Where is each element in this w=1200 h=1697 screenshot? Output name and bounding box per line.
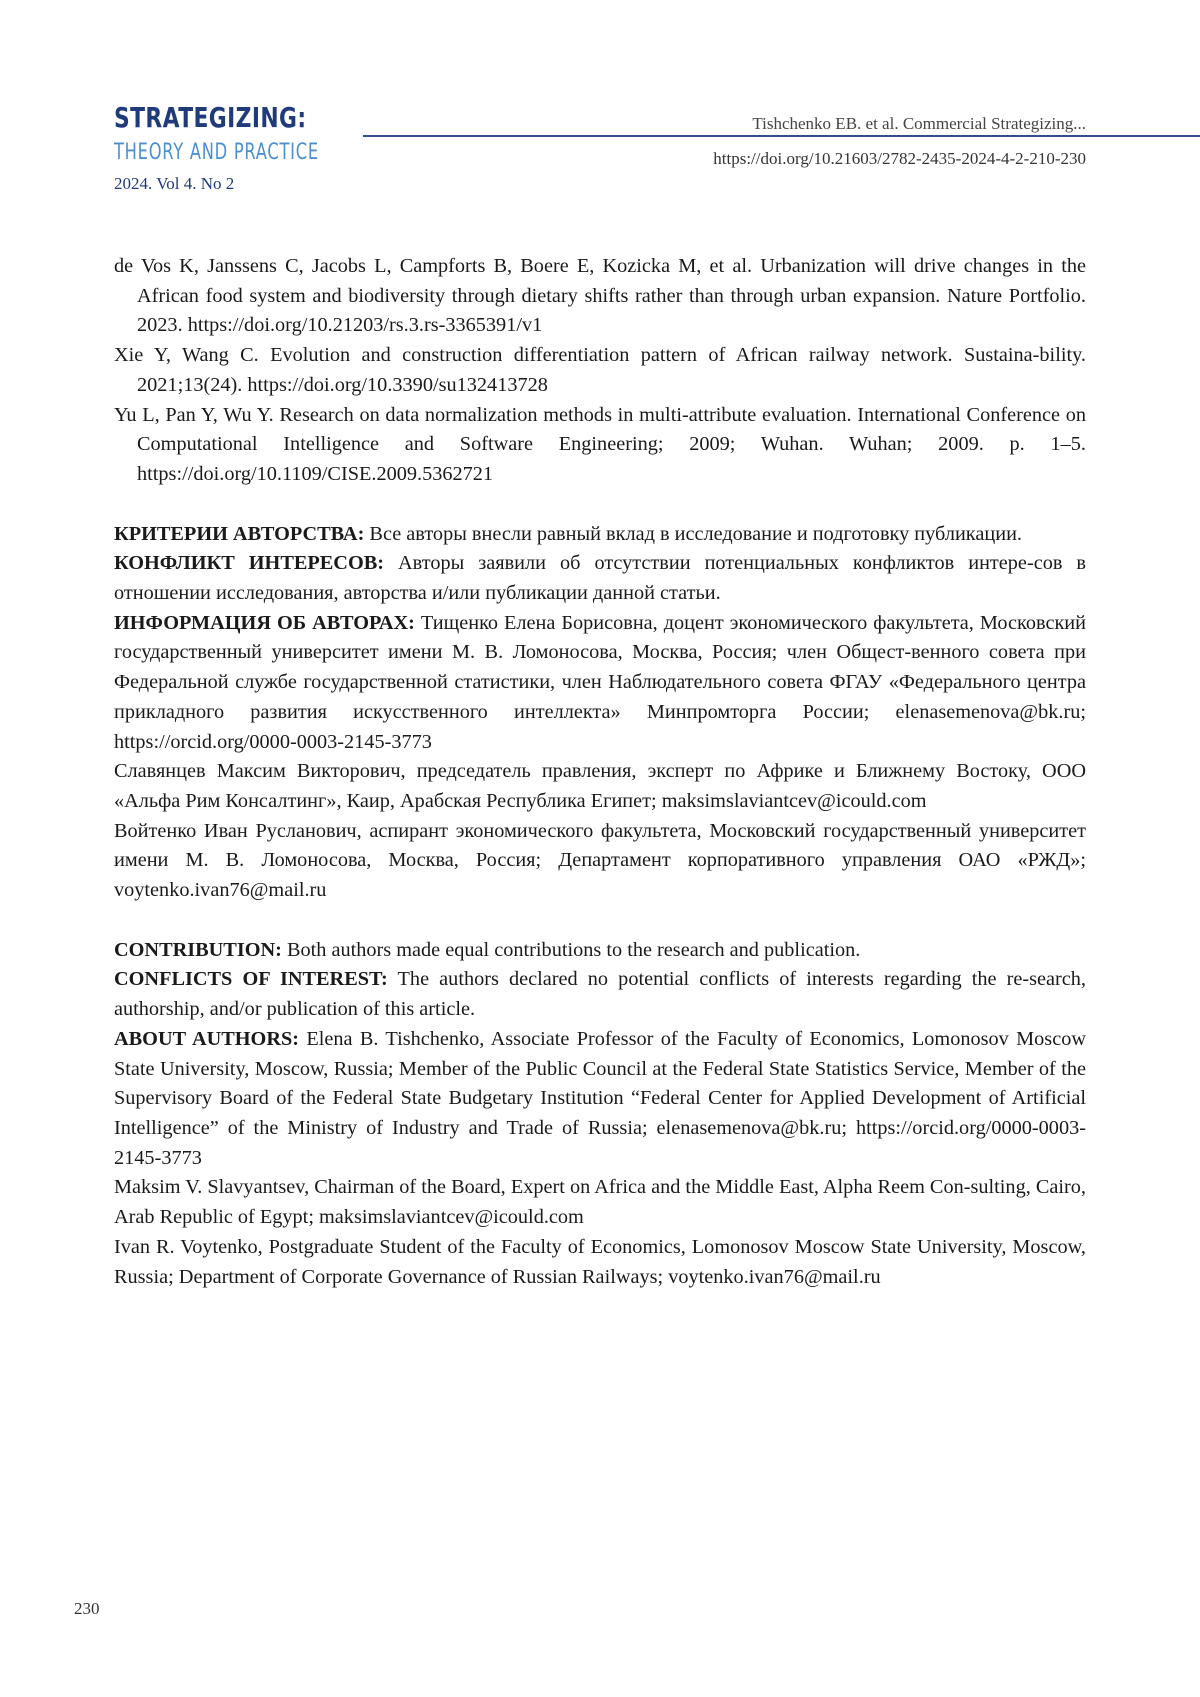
reference-item: Yu L, Pan Y, Wu Y. Research on data normalization methods in multi-attribute evaluation. International Conference on Computational Intelligence and Software Engineering; 2009; Wuhan. Wuhan; 2009. p. 1–5. https://doi.org/10.1109/CISE.2009.5362721 <box>114 403 1086 485</box>
en-author-3: Ivan R. Voytenko, Postgraduate Student of the Faculty of Economics, Lomonosov Moscow State University, Moscow, Russia; Department of Corporate Governance of Russian Railways; voytenko.ivan76@mail.ru <box>114 1235 1086 1288</box>
ru-contribution-label: КРИТЕРИИ АВТОРСТВА: <box>114 522 365 545</box>
running-title: Tishchenko EB. et al. Commercial Strategizing... <box>752 114 1086 133</box>
ru-authors <box>114 609 1086 758</box>
section-gap <box>114 906 1086 936</box>
ru-author-3: Войтенко Иван Русланович, аспирант экономического факультета, Московский государственный университет имени М. В. Ломоносова, Москва, Россия; Департамент корпоративного управления ОАО «РЖД»; voytenko.ivan76@mail.ru <box>114 819 1086 902</box>
ru-authors-label: ИНФОРМАЦИЯ ОБ АВТОРАХ: <box>114 611 415 634</box>
journal-title: STRATEGIZING: <box>114 101 307 134</box>
en-contribution-text: Both authors made equal contributions to the research and publication. <box>281 938 861 961</box>
journal-logo <box>114 100 391 194</box>
page-content <box>114 252 1086 1292</box>
en-authors <box>114 1025 1086 1174</box>
header-doi: https://doi.org/10.21603/2782-2435-2024-4-2-210-230 <box>713 149 1086 168</box>
issue-info: 2024. Vol 4. No 2 <box>114 174 235 193</box>
en-author-1: Elena B. Tishchenko, Associate Professor of the Faculty of Economics, Lomonosov Moscow State University, Moscow, Russia; Member of the Public Council at the Federal State Statistics Service, Member of the Supervisory Board of the Federal State Budgetary Institution “Federal Center for Applied Development of Artificial Intelligence” of the Ministry of Industry and Trade of Russia; elenasemenova@bk.ru; https://orcid.org/0000-0003-2145-3773 <box>114 1027 1086 1169</box>
section-gap <box>114 490 1086 520</box>
header-divider <box>363 135 1200 137</box>
en-conflicts-text: The authors declared no potential conflicts of interests regarding the re-search, authorship, and/or publication of this article. <box>114 968 1086 1021</box>
en-conflicts-label: CONFLICTS OF INTEREST: <box>114 968 388 991</box>
ru-contribution-text: Все авторы внесли равный вклад в исследование и подготовку публикации. <box>364 522 1022 545</box>
en-author-2: Maksim V. Slavyantsev, Chairman of the Board, Expert on Africa and the Middle East, Alpha Reem Con-sulting, Cairo, Arab Republic of Egypt; maksimslaviantcev@icould.com <box>114 1176 1086 1229</box>
ru-author-1: Тищенко Елена Борисовна, доцент экономического факультета, Московский государственный университет имени М. В. Ломоносова, Москва, Россия; член Общест-венного совета при Федеральной службе государственной статистики, член Наблюдательного совета ФГАУ «Федерального центра прикладного развития искусственного интеллекта» Минпромторга России; elenasemenova@bk.ru; https://orcid.org/0000-0003-2145-3773 <box>114 611 1087 753</box>
ru-author-2: Славянцев Максим Викторович, председатель правления, эксперт по Африке и Ближнему Востоку, ООО «Альфа Рим Консалтинг», Каир, Арабская Республика Египет; maksimslaviantcev@icould.com <box>114 760 1086 812</box>
journal-subtitle: THEORY AND PRACTICE <box>114 140 319 165</box>
ru-contribution <box>114 520 1086 550</box>
page-number: 230 <box>74 1599 100 1618</box>
en-contribution <box>114 936 1086 966</box>
ru-conflicts <box>114 549 1086 608</box>
ru-conflicts-label: КОНФЛИКТ ИНТЕРЕСОВ: <box>114 552 384 575</box>
ru-conflicts-text: Авторы заявили об отсутствии потенциальных конфликтов интере-сов в отношении исследования, авторства и/или публикации данной статьи. <box>114 552 1086 605</box>
reference-item: Xie Y, Wang C. Evolution and construction differentiation pattern of African railway network. Sustaina-bility. 2021;13(24). https://doi.org/10.3390/su132413728 <box>114 344 1086 396</box>
en-contribution-label: CONTRIBUTION: <box>114 938 282 961</box>
en-conflicts <box>114 965 1086 1024</box>
en-authors-label: ABOUT AUTHORS: <box>114 1027 300 1050</box>
reference-item: de Vos K, Janssens C, Jacobs L, Campforts B, Boere E, Kozicka M, et al. Urbanization will drive changes in the African food system and biodiversity through dietary shifts rather than through urban expansion. Nature Portfolio. 2023. https://doi.org/10.21203/rs.3.rs-3365391/v1 <box>114 255 1086 337</box>
